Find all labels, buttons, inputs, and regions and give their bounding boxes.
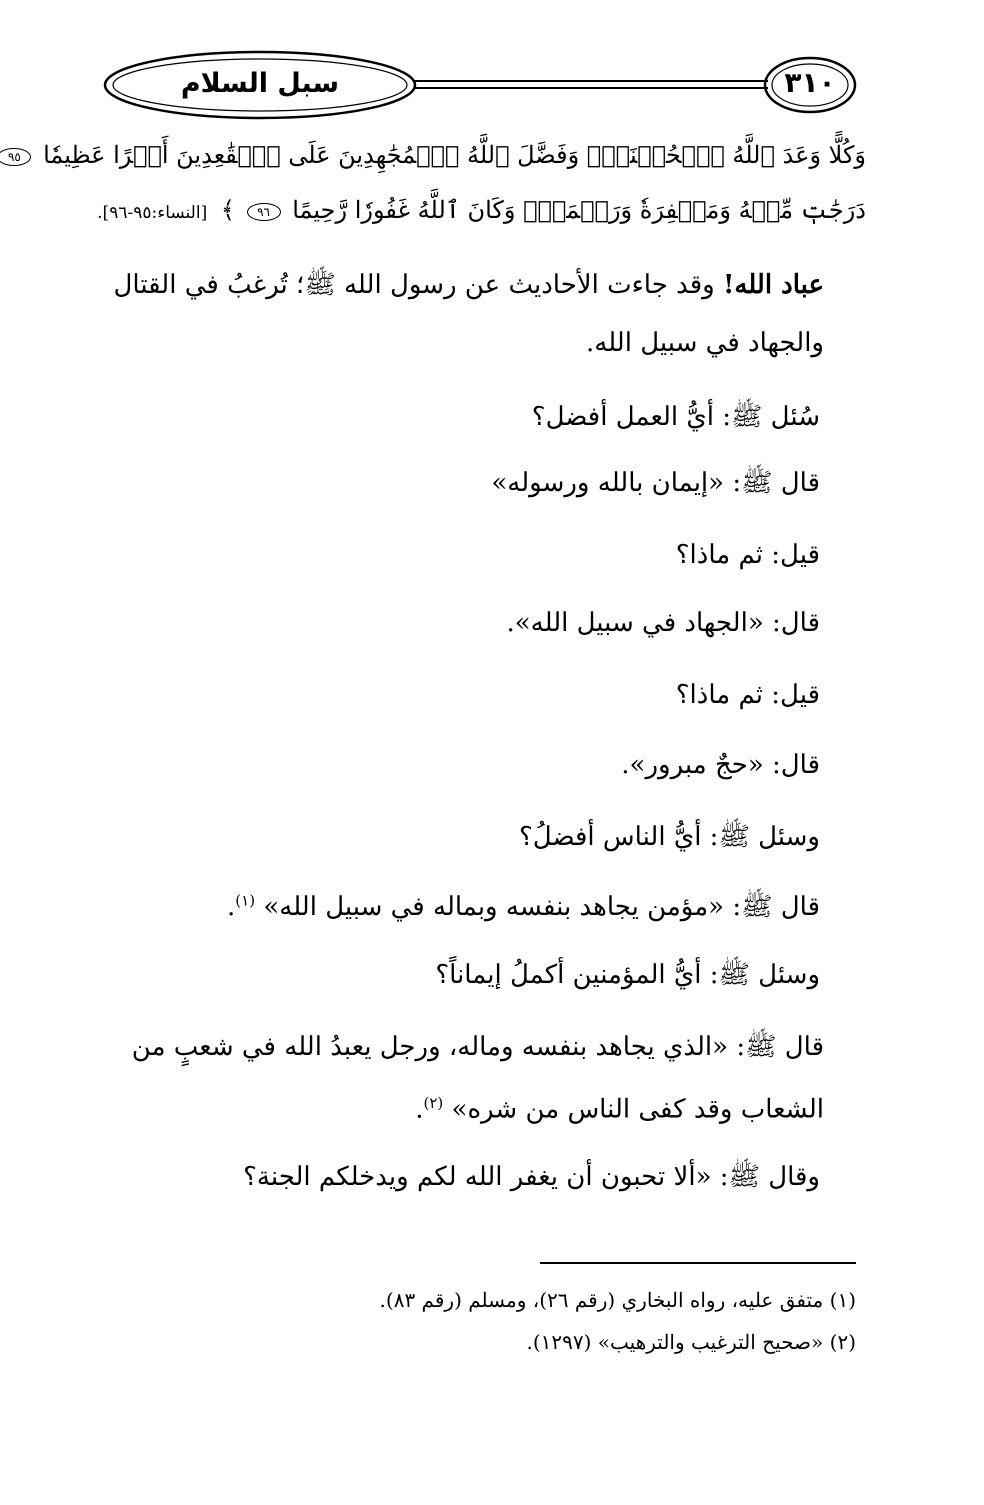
answer-text: الشعاب وقد كفى الناس من شره» [451,1094,824,1125]
page-number: ٣١٠ [784,66,836,99]
paragraph-text: وقد جاءت الأحاديث عن رسول الله ﷺ؛ تُرغبُ في القتال [113,270,723,300]
answer-text: قال ﷺ: «مؤمن يجاهد بنفسه وبماله في سبيل الله» [263,892,820,922]
answer-line: قال: «حجٌ مبرور». [621,750,820,780]
sentence-end: . [227,892,236,922]
footnote-divider [540,1262,856,1264]
footnote-ref-2[interactable]: (٢) [423,1094,444,1112]
question-line: وسئل ﷺ: أيُّ المؤمنين أكملُ إيماناً؟ [435,960,820,990]
question-line: سُئل ﷺ: أيُّ العمل أفضل؟ [531,402,820,432]
footnote-ref-1[interactable]: (١) [235,891,256,910]
paragraph-line: والجهاد في سبيل الله. [586,328,824,358]
answer-line: قال ﷺ: «الذي يجاهد بنفسه وماله، ورجل يعبدُ الله في شعبٍ من [131,1032,824,1062]
answer-line [120,890,820,928]
book-title: سبل السلام [180,68,340,99]
answer-line: قال: «الجهاد في سبيل الله». [506,608,820,638]
quran-verse-line-2 [97,196,866,224]
footnote-1: (١) متفق عليه، رواه البخاري (رقم ٢٦)، ومسلم (رقم ٨٣). [379,1288,856,1312]
address-lead: عباد الله! [722,270,824,300]
quran-verse-line-1 [7,141,866,169]
footnote-2: (٢) «صحيح الترغيب والترهيب» (١٢٩٧). [526,1330,856,1354]
paragraph-line [104,268,824,306]
ayah-number-marker: ٩٦ [247,203,281,221]
question-line: قيل: ثم ماذا؟ [675,680,820,710]
verse-close-bracket: ﴾ [220,196,235,224]
answer-line: قال ﷺ: «إيمان بالله ورسوله» [491,468,820,498]
verse-text-2: دَرَجَٰتٖ مِّنۡهُ وَمَغۡفِرَةٗ وَرَحۡمَةٗۚ وَكَانَ ٱللَّهُ غَفُورٗا رَّحِيمًا [292,196,866,224]
question-line: وسئل ﷺ: أيُّ الناس أفضلُ؟ [518,822,820,852]
verse-reference: [النساء:٩٥-٩٦]. [97,203,208,223]
ayah-number-marker: ٩٥ [0,148,31,166]
sentence-end: . [415,1094,424,1125]
question-line: قيل: ثم ماذا؟ [675,540,820,570]
page-header [100,40,860,130]
quote-line: وقال ﷺ: «ألا تحبون أن يغفر الله لكم ويدخلكم الجنة؟ [243,1162,820,1192]
answer-line [104,1094,824,1125]
verse-text-1: وَكُلًّا وَعَدَ ٱللَّهُ ٱلۡحُسۡنَىٰۚ وَفَضَّلَ ٱللَّهُ ٱلۡمُجَٰهِدِينَ عَلَى ٱلۡقَٰعِدِينَ أَجۡرًا عَظِيمٗا [43,141,866,169]
